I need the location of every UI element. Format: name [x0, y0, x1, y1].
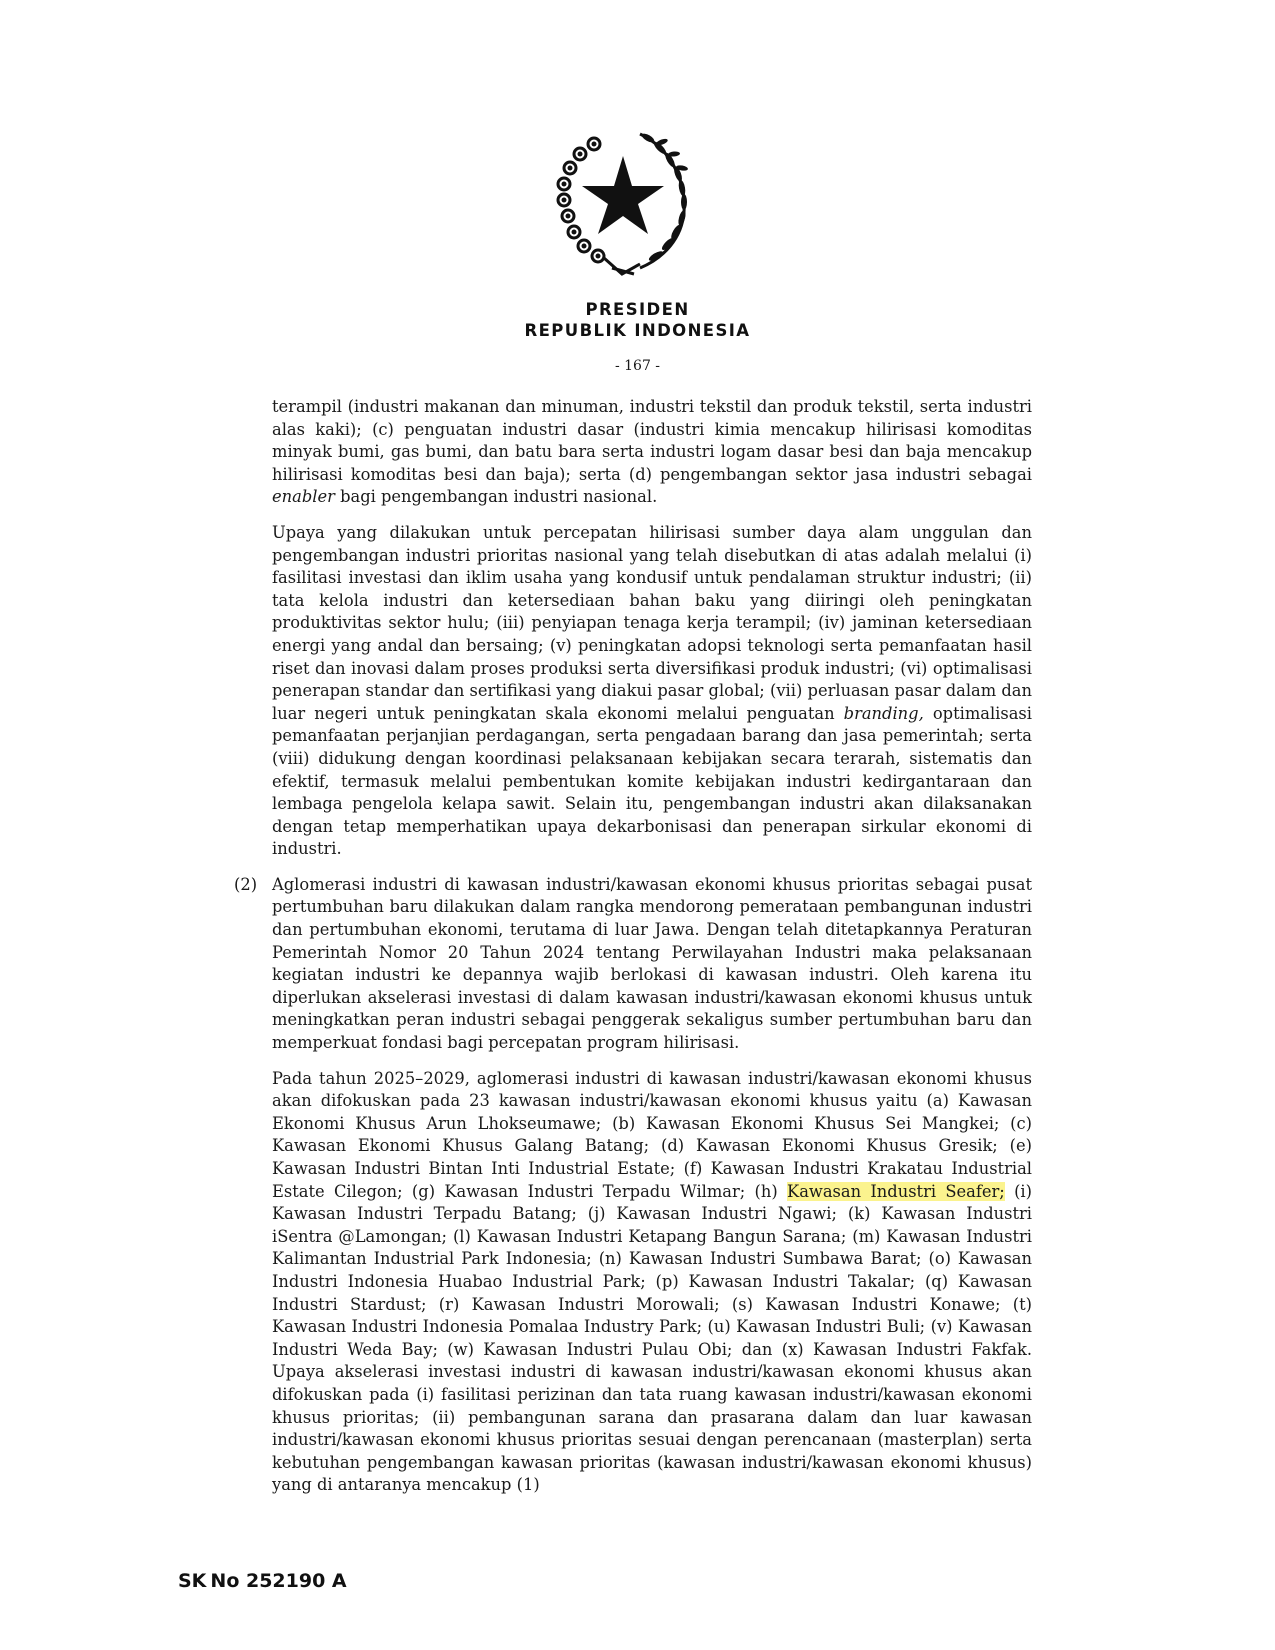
paragraph-4-text-b: (i) Kawasan Industri Terpadu Batang; (j) Kawasan Industri Ngawi; (k) Kawasan Industri iSentra @Lamongan; (l) Kawasan Industri Ketapang Bangun Sarana; (m) Kawasan Industri Kalimantan Industrial Park Indonesia; (n) Kawasan Industri Sumbawa Barat; (o) Kawasan Industri Indonesia Huabao Industrial Park; (p) Kawasan Industri Takalar; (q) Kawasan Industri Stardust; (r) Kawasan Industri Morowali; (s) Kawasan Industri Konawe; (t) Kawasan Industri Indonesia Pomalaa Industry Park; (u) Kawasan Industri Buli; (v) Kawasan Industri Weda Bay; (w) Kawasan Industri Pulau Obi; dan (x) Kawasan Industri Fakfak. Upaya akselerasi investasi industri di kawasan industri/kawasan ekonomi khusus akan difokuskan pada (i) fasilitasi perizinan dan tata ruang kawasan industri/kawasan ekonomi khusus prioritas; (ii) pembangunan sarana dan prasarana dalam dan luar kawasan industri/kawasan ekonomi khusus prioritas sesuai dengan perencanaan (masterplan) serta kebutuhan pengembangan kawasan prioritas (kawasan industri/kawasan ekonomi khusus) yang di antaranya mencakup (1)	[272, 1181, 1032, 1495]
paragraph-1-italic: enabler	[272, 487, 335, 507]
paragraph-2-text-a: Upaya yang dilakukan untuk percepatan hilirisasi sumber daya alam unggulan dan pengembangan industri prioritas nasional yang telah disebutkan di atas adalah melalui (i) fasilitasi investasi dan iklim usaha yang kondusif untuk pendalaman struktur industri; (ii) tata kelola industri dan ketersediaan bahan baku yang diiringi oleh peningkatan produktivitas sektor hulu; (iii) penyiapan tenaga kerja terampil; (iv) jaminan ketersediaan energi yang andal dan bersaing; (v) peningkatan adopsi teknologi serta pemanfaatan hasil riset dan inovasi dalam proses produksi serta diversifikasi produk industri; (vi) optimalisasi penerapan standar dan sertifikasi yang diakui pasar global; (vii) perluasan pasar dalam dan luar negeri untuk peningkatan skala ekonomi melalui penguatan	[272, 522, 1032, 723]
paragraph-1-text-b: bagi pengembangan industri nasional.	[334, 487, 658, 507]
header-title-republik-indonesia: REPUBLIK INDONESIA	[524, 321, 751, 340]
document-body	[234, 396, 1032, 1497]
footer-number: No 252190 A	[210, 1570, 347, 1592]
paragraph-4	[272, 1068, 1032, 1497]
header-title-presiden: PRESIDEN	[585, 300, 690, 319]
paragraph-1-text-a: terampil (industri makanan dan minuman, industri tekstil dan produk tekstil, serta industri alas kaki); (c) penguatan industri dasar (industri kimia mencakup hilirisasi komoditas minyak bumi, gas bumi, dan batu bara serta industri logam dasar besi dan baja mencakup hilirisasi komoditas besi dan baja); serta (d) pengembangan sektor jasa industri sebagai	[272, 397, 1032, 484]
paragraph-2	[272, 522, 1032, 861]
paragraph-2-italic: branding,	[843, 703, 924, 723]
highlighted-text: Kawasan Industri Seafer;	[787, 1181, 1005, 1201]
numbered-item-2	[234, 874, 1032, 1055]
footer-sk: SK	[178, 1570, 207, 1592]
paragraph-2-text-b: optimalisasi pemanfaatan perjanjian perdagangan, serta pengadaan barang dan jasa pemerintah; serta (viii) didukung dengan koordinasi pelaksanaan kebijakan secara terarah, sistematis dan efektif, termasuk melalui pembentukan komite kebijakan industri kedirgantaraan dan lembaga pengelola kelapa sawit. Selain itu, pengembangan industri akan dilaksanakan dengan tetap memperhatikan upaya dekarbonisasi dan penerapan sirkular ekonomi di industri.	[272, 703, 1032, 859]
paragraph-4-text-a: Pada tahun 2025–2029, aglomerasi industri di kawasan industri/kawasan ekonomi khusus akan difokuskan pada 23 kawasan industri/kawasan ekonomi khusus yaitu (a) Kawasan Ekonomi Khusus Arun Lhokseumawe; (b) Kawasan Ekonomi Khusus Sei Mangkei; (c) Kawasan Ekonomi Khusus Galang Batang; (d) Kawasan Ekonomi Khusus Gresik; (e) Kawasan Industri Bintan Inti Industrial Estate; (f) Kawasan Industri Krakatau Industrial Estate Cilegon; (g) Kawasan Industri Terpadu Wilmar; (h)	[272, 1068, 1032, 1201]
item-number-label: (2)	[234, 874, 258, 894]
footer-serial-code	[178, 1570, 347, 1592]
paragraph-1	[272, 396, 1032, 509]
page-number: - 167 -	[614, 358, 661, 374]
paragraph-3: Aglomerasi industri di kawasan industri/kawasan ekonomi khusus prioritas sebagai pusat pertumbuhan baru dilakukan dalam rangka mendorong pemerataan pembangunan industri dan pertumbuhan ekonomi, terutama di luar Jawa. Dengan telah ditetapkannya Peraturan Pemerintah Nomor 20 Tahun 2024 tentang Perwilayahan Industri maka pelaksanaan kegiatan industri ke depannya wajib berlokasi di kawasan industri. Oleh karena itu diperlukan akselerasi investasi di dalam kawasan industri/kawasan ekonomi khusus untuk meningkatkan peran industri sebagai penggerak sekaligus sumber pertumbuhan baru dan memperkuat fondasi bagi percepatan program hilirisasi.	[272, 874, 1032, 1053]
garuda-star-emblem-icon	[552, 128, 694, 276]
